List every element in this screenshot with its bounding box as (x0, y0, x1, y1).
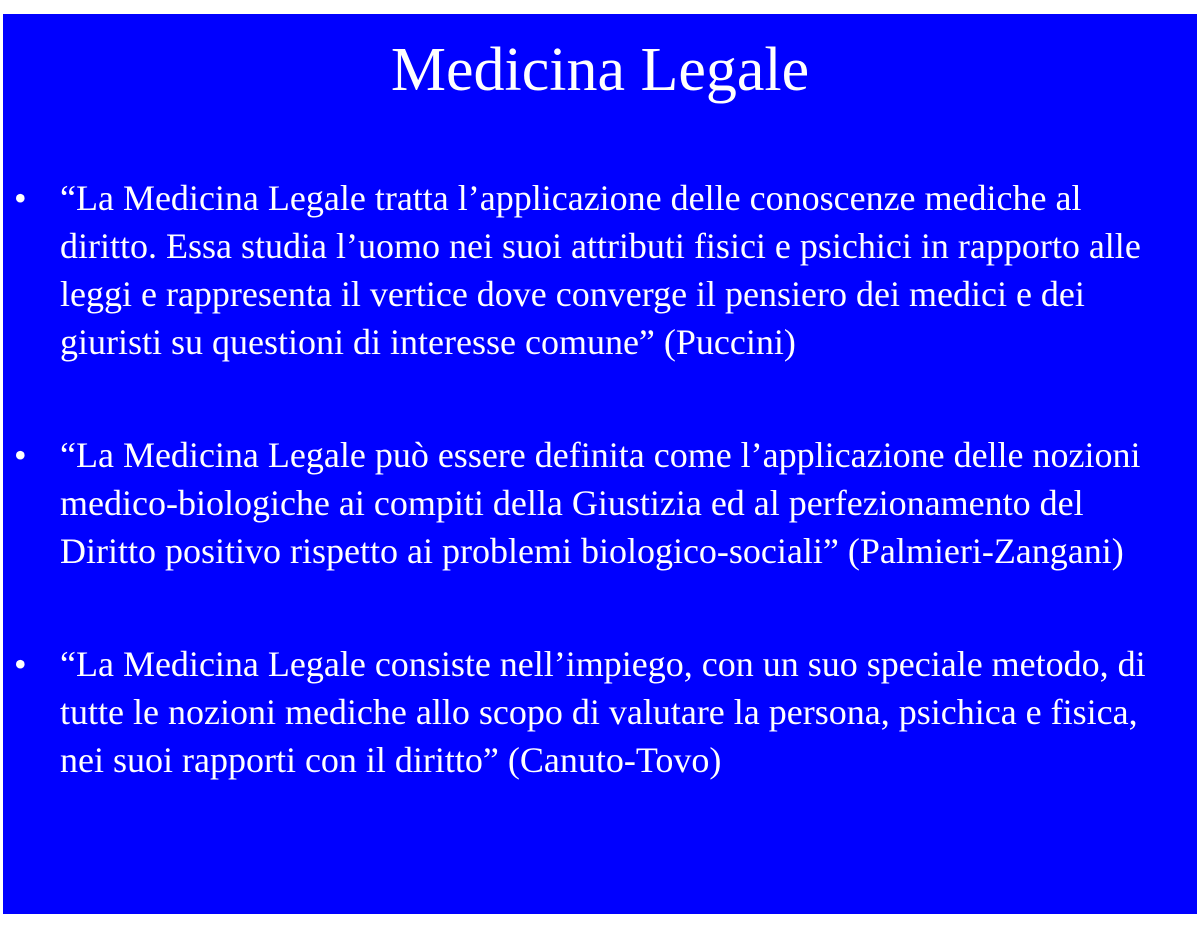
bullet-text: “La Medicina Legale può essere definita come l’applicazione delle nozioni medico-biologiche ai compiti della Giustizia ed al perfezionamento del Diritto positivo rispetto ai problemi biologico-sociali” (Palmieri-Zangani) (60, 435, 1141, 571)
bullet-item (14, 431, 1170, 575)
bullet-list (14, 174, 1170, 849)
slide (3, 14, 1197, 914)
bullet-marker: • (14, 178, 27, 218)
slide-title: Medicina Legale (390, 36, 810, 104)
bullet-marker: • (14, 644, 27, 684)
bullet-item (14, 174, 1170, 366)
bullet-marker: • (14, 435, 27, 475)
bullet-text: “La Medicina Legale tratta l’applicazione delle conoscenze mediche al diritto. Essa studia l’uomo nei suoi attributi fisici e psichici in rapporto alle leggi e rappresenta il vertice dove converge il pensiero dei medici e dei giuristi su questioni di interesse comune” (Puccini) (60, 178, 1141, 362)
bullet-text: “La Medicina Legale consiste nell’impiego, con un suo speciale metodo, di tutte le nozioni mediche allo scopo di valutare la persona, psichica e fisica, nei suoi rapporti con il diritto” (Canuto-Tovo) (60, 644, 1146, 780)
bullet-item (14, 640, 1170, 784)
